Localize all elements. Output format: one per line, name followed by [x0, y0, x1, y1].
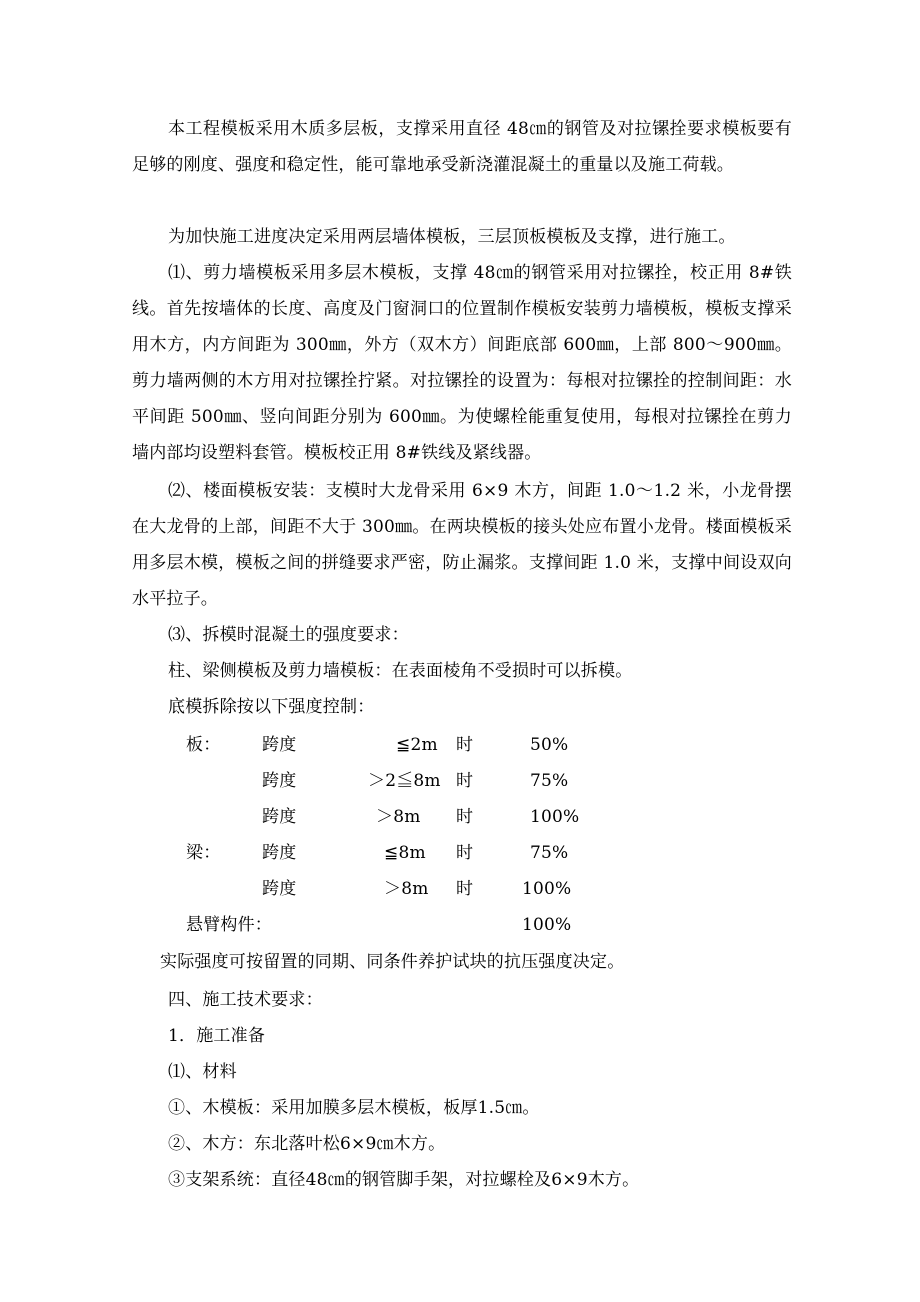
member-label: 板： — [186, 735, 221, 755]
line-timber: ②、木方：东北落叶松6×9㎝木方。 — [168, 1134, 446, 1154]
when-label: 时 — [456, 807, 474, 827]
paragraph-progress-plan: 为加快施工进度决定采用两层墙体模板，三层顶板模板及支撑，进行施工。 — [168, 227, 736, 247]
span-condition: ＞8m — [376, 807, 421, 827]
when-label: 时 — [456, 879, 474, 899]
when-label: 时 — [456, 843, 474, 863]
paragraph-floor-formwork: ⑵、楼面模板安装：支模时大龙骨采用 6×9 木方，间距 1.0～1.2 米，小龙骨摆在大龙骨的上部，间距不大于 300㎜。在两块模板的接头处应布置小龙骨。楼面模板采用多层木模，模板之间的拼缝要求严密，防止漏浆。支撑间距 1.0 米，支撑中间设双向水平拉子。 — [132, 481, 792, 609]
line-actual-strength: 实际强度可按留置的同期、同条件养护试块的抗压强度决定。 — [160, 952, 625, 972]
span-condition: ≦8m — [384, 843, 426, 863]
line-support-system: ③支架系统：直径48㎝的钢管脚手架，对拉螺栓及6×9木方。 — [168, 1170, 640, 1190]
strength-percent: 75% — [530, 771, 569, 791]
when-label: 时 — [456, 771, 474, 791]
line-wood-formwork: ①、木模板：采用加膜多层木模板，板厚1.5㎝。 — [168, 1098, 540, 1118]
strength-percent: 75% — [530, 843, 569, 863]
line-column-beam-side: 柱、梁侧模板及剪力墙模板：在表面棱角不受损时可以拆模。 — [168, 661, 633, 681]
span-label: 跨度 — [262, 807, 297, 827]
subheading-preparation: 1．施工准备 — [168, 1026, 266, 1046]
line-bottom-form-control: 底模拆除按以下强度控制： — [168, 697, 375, 717]
span-condition: ≦2m — [396, 735, 438, 755]
span-label: 跨度 — [262, 771, 297, 791]
member-label: 梁： — [186, 843, 221, 863]
strength-percent: 100% — [522, 879, 572, 899]
paragraph-shear-wall-formwork: ⑴、剪力墙模板采用多层木模板，支撑 48㎝的钢管采用对拉镙拴，校正用 8#铁线。首先按墙体的长度、高度及门窗洞口的位置制作模板安装剪力墙模板，模板支撑采用木方，内方间距为 300㎜，外方（双木方）间距底部 600㎜，上部 800～900㎜。剪力墙两侧的木方用对拉镙拴拧紧。对拉镙拴的设置为：每根对拉镙拴的控制间距：水平间距 500㎜、竖向间距分别为 600㎜。为使螺栓能重复使用，每根对拉镙拴在剪力墙内部均设塑料套管。模板校正用 8#铁线及紧线器。 — [132, 263, 792, 463]
strength-percent: 100% — [530, 807, 580, 827]
span-label: 跨度 — [262, 879, 297, 899]
when-label: 时 — [456, 735, 474, 755]
subheading-materials: ⑴、材料 — [168, 1062, 237, 1082]
section-heading-construction-requirements: 四、施工技术要求： — [168, 990, 323, 1010]
cantilever-label: 悬臂构件： — [186, 915, 272, 935]
span-condition: ＞2≦8m — [368, 771, 441, 791]
span-condition: ＞8m — [384, 879, 429, 899]
span-label: 跨度 — [262, 843, 297, 863]
strength-percent: 50% — [530, 735, 569, 755]
paragraph-formwork-material: 本工程模板采用木质多层板，支撑采用直径 48㎝的钢管及对拉镙拴要求模板要有足够的刚度、强度和稳定性，能可靠地承受新浇灌混凝土的重量以及施工荷载。 — [132, 119, 792, 175]
line-demolding-requirement: ⑶、拆模时混凝土的强度要求： — [168, 625, 409, 645]
cantilever-percent: 100% — [522, 915, 572, 935]
span-label: 跨度 — [262, 735, 297, 755]
